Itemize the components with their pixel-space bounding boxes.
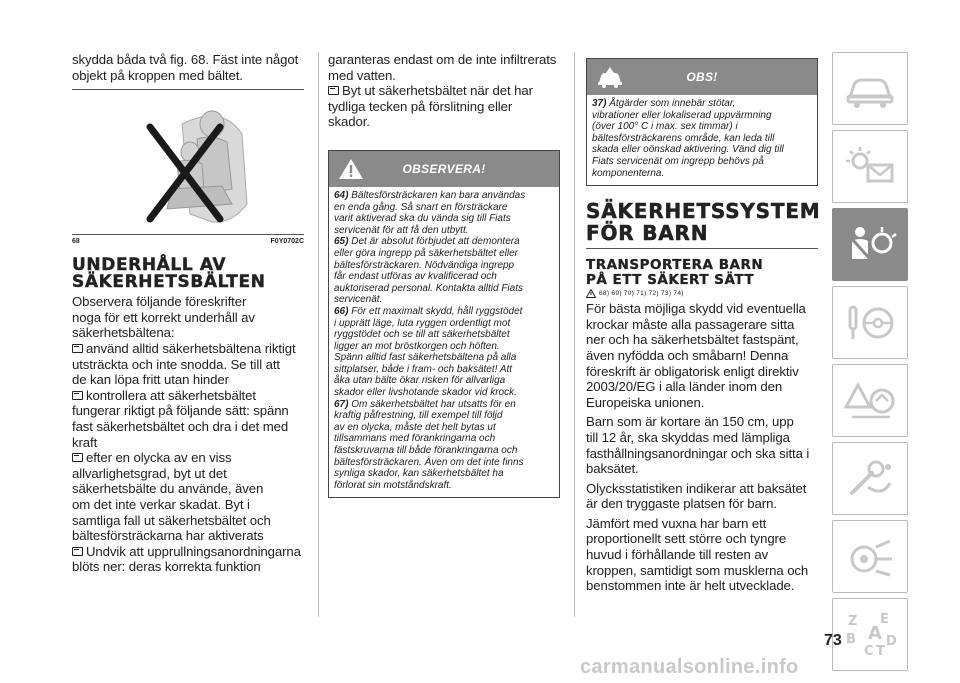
child-seat-illustration [72, 94, 304, 234]
safety-seatbelt-airbag-icon [842, 223, 898, 267]
tab-alphabetical-index[interactable] [832, 598, 908, 671]
car-dashboard-icon [842, 69, 898, 109]
page-number: 73 [824, 632, 842, 649]
starting-driving-icon [842, 301, 898, 345]
column-2 [328, 52, 560, 498]
emergency-icon [842, 379, 898, 423]
bullet-icon [72, 547, 83, 556]
svg-text:E: E [880, 611, 889, 627]
svg-text:D: D [886, 633, 897, 649]
column-divider [318, 52, 319, 617]
svg-text:T: T [876, 643, 885, 659]
tab-warning-lights[interactable] [832, 130, 908, 203]
technical-data-icon [842, 535, 898, 579]
rule [586, 248, 818, 249]
intro-text [72, 52, 304, 83]
maintenance-icon [842, 457, 898, 501]
tab-safety[interactable] [832, 208, 908, 281]
note-content: 37) Åtgärder som innebär stötar, vibrationer eller lokaliserad uppvärmning (över 100° C i max. sex timmar) i bältesförsträckarens område, kan leda till skada eller oönskad aktivering. Vänd dig till Fiats servicenät om ingrepp behövs på komponenterna. [592, 98, 784, 179]
text-line: objekt på kroppen med bältet. [72, 67, 243, 83]
tab-emergency[interactable] [832, 364, 908, 437]
warning-content [329, 187, 559, 497]
figure-code: F0Y0702C [270, 238, 304, 246]
tab-maintenance[interactable] [832, 442, 908, 515]
watermark: carmanualsonline.info [580, 656, 799, 678]
column-1 [72, 52, 304, 575]
bullet-icon [328, 86, 339, 95]
paragraph: Jämfört med vuxna har barn ett proportionellt sett större och tyngre huvud i förhållande till resten av kroppen, samtidigt som musklerna och benstommen inte är helt utvecklade. [586, 515, 809, 594]
tab-starting-driving[interactable] [832, 286, 908, 359]
bullet-icon [72, 344, 83, 353]
continued-text: garanteras endast om de inte infiltrerats med vatten. Byt ut säkerhetsbältet när det har tydliga tecken på förslitning eller skador. [328, 52, 557, 130]
warning-item: 65) Det är absolut förbjudet att demontera eller göra ingrepp på säkerhetsbältet eller bältesförsträckaren. Nödvändiga ingrepp får endast utföras av kvalificerad och auktoriserad personal. Kontakta alltid Fiats servicenät. [334, 236, 523, 306]
bullet-icon [72, 391, 83, 400]
warning-box [328, 150, 560, 498]
warning-item: 66) För ett maximalt skydd, håll ryggstödet i upprätt läge, luta ryggen ordentligt mot ryggstödet och se till att säkerhetsbältet ligger an mot bröstkorgen och höften. Spänn alltid fast säkerhetsbältena på alla sittplatser, både i fram- och baksätet! Att åka utan bälte ökar risken för allvarliga skador eller livshotande skador vid krock. [334, 305, 523, 399]
svg-text:B: B [846, 631, 856, 647]
warning-triangle-icon [586, 289, 596, 298]
note-header [587, 59, 817, 95]
svg-text:C: C [864, 643, 874, 659]
figure-caption [72, 234, 304, 245]
chapter-tabs [832, 52, 908, 676]
rule [72, 89, 304, 90]
list-item: Undvik att upprullningsanordningarna blöts ner: deras korrekta funktion [72, 543, 301, 575]
list-item: efter en olycka av en viss allvarlighetsgrad, byt ut det säkerhetsbälte du använde, även om det inte verkar skadat. Byt i samtliga fall ut säkerhetsbältet och bältesförsträckarna har aktiverats [72, 450, 271, 544]
column-divider [574, 52, 575, 617]
warning-item: 64) Bältesförsträckaren kan bara användas en enda gång. Så snart en försträckare varit aktiverad ska du vända sig till Fiats servicenät för att få den utbytt. [334, 189, 526, 236]
alphabetical-index-icon [842, 611, 898, 659]
note-box [586, 58, 818, 186]
section-heading: UNDERHÅLL AV SÄKERHETSBÄLTEN [72, 255, 266, 293]
body-text [586, 301, 818, 594]
paragraph: Barn som är kortare än 150 cm, upp till 12 år, ska skyddas med lämpliga fasthållningsanordningar och ska sitta i baksätet. [586, 414, 810, 477]
svg-text:A: A [868, 622, 882, 644]
text-line: skydda båda två fig. 68. Fäst inte något [72, 52, 299, 67]
bullet-icon [72, 453, 83, 462]
paragraph: Olycksstatistiken indikerar att baksätet är den tryggaste platsen för barn. [586, 480, 807, 512]
figure-number: 68 [72, 238, 80, 246]
tab-technical-data[interactable] [832, 520, 908, 593]
list-item: kontrollera att säkerhetsbältet fungerar riktigt på följande sätt: spänn fast säkerhetsbältet och dra i det med kraft [72, 387, 289, 450]
tab-dashboard[interactable] [832, 52, 908, 125]
note-title: OBS! [686, 70, 718, 84]
svg-text:Z: Z [848, 613, 858, 629]
warning-lights-icon [842, 145, 898, 189]
figure-68 [72, 94, 304, 234]
lead-text: Observera följande föreskrifter noga för ett korrekt underhåll av säkerhetsbältena: [72, 294, 255, 341]
note-references: 68) 69) 70) 71) 72) 73) 74) [586, 289, 818, 298]
warning-item: 67) Om säkerhetsbältet har utsatts för en kraftig påfrestning, till exempel till följd av en olycka, måste det helt bytas ut tillsammans med förankringarna och fästskruvarna till både förankringarna och bältesförsträckaren. Även om det inte finns synliga skador, kan säkerhetsbältet ha förlorat sin motståndskraft. [334, 398, 524, 491]
warning-header [329, 151, 559, 187]
bullet-list [72, 341, 304, 575]
list-item: använd alltid säkerhetsbältena riktigt utsträckta och inte snodda. Se till att de kan löpa fritt utan hinder [72, 340, 296, 388]
paragraph: För bästa möjliga skydd vid eventuella krockar måste alla passagerare sitta ner och ha säkerhetsbältet fastspänt, även nyfödda och småbarn! Denna föreskrift är obligatorisk enligt direktiv 2003/20/EG i alla länder inom den Europeiska unionen. [586, 301, 806, 410]
chapter-heading: SÄKERHETSSYSTEM FÖR BARN [586, 199, 821, 246]
warning-title: OBSERVERA! [402, 161, 486, 176]
column-3 [586, 52, 821, 594]
section-heading: TRANSPORTERA BARN PÅ ETT SÄKERT SÄTT [586, 257, 764, 288]
